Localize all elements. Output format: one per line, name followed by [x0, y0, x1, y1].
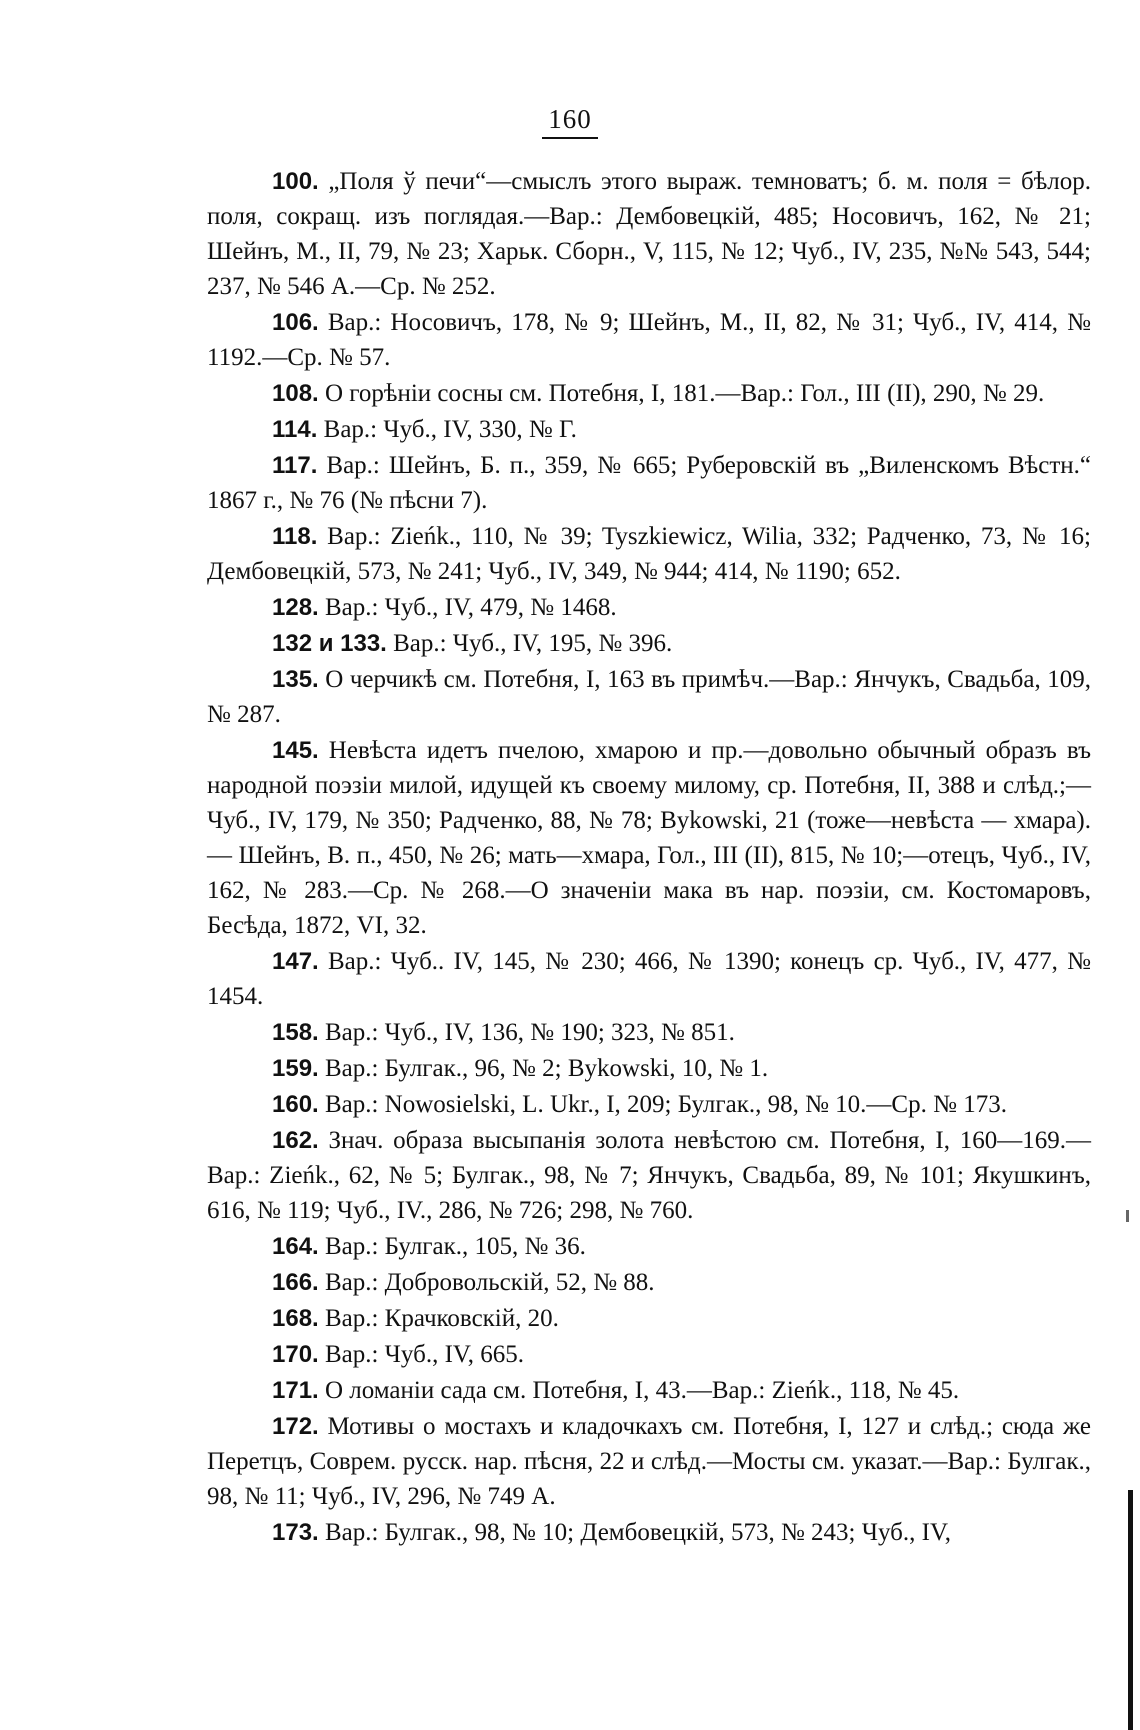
note-number: 108. [272, 380, 319, 407]
note-entry [207, 448, 1091, 518]
note-entry [207, 1051, 1091, 1086]
note-text: Вар.: Чуб., IV, 195, № 396. [393, 630, 673, 657]
note-number: 114. [272, 416, 318, 443]
note-text: Вар.: Булгак., 105, № 36. [324, 1233, 586, 1260]
note-text: Вар.: Носовичъ, 178, № 9; Шейнъ, М., II, 82, № 31; Чуб., IV, 414, № 1192.—Ср. № 57. [207, 309, 1091, 371]
page-edge-mark [1126, 1210, 1129, 1222]
note-text: „Поля ў печи“—смыслъ этого выраж. темноватъ; б. м. поля = бѣлор. поля, сокращ. изъ поглядая.—Вар.: Дембовецкій, 485; Носовичъ, 162, № 21; Шейнъ, М., II, 79, № 23; Харьк. Сборн., V, 115, № 12; Чуб., IV, 235, №№ 543, 544; 237, № 546 А.—Ср. № 252. [207, 168, 1092, 300]
note-entry [207, 1373, 1091, 1408]
note-number: 132 и 133. [272, 630, 387, 657]
note-entry [207, 733, 1091, 943]
note-text: Вар.: Добровольскій, 52, № 88. [324, 1269, 655, 1296]
note-text: Вар.: Крачковскій, 20. [324, 1305, 559, 1332]
note-entry [207, 376, 1091, 411]
note-number: 172. [272, 1413, 319, 1440]
note-entry [207, 1337, 1091, 1372]
note-text: Вар.: Nowosielski, L. Ukr., I, 209; Булгак., 98, № 10.—Ср. № 173. [324, 1091, 1007, 1118]
note-text: Вар.: Булгак., 98, № 10; Дембовецкій, 573, № 243; Чуб., IV, [324, 1519, 952, 1546]
note-entry [207, 626, 1091, 661]
note-entry [207, 164, 1091, 304]
note-text: О горѣніи сосны см. Потебня, I, 181.—Вар.: Гол., III (II), 290, № 29. [324, 380, 1045, 407]
note-number: 171. [272, 1377, 319, 1404]
note-entry [207, 519, 1091, 589]
note-entry [207, 590, 1091, 625]
note-entry [207, 1015, 1091, 1050]
note-number: 159. [272, 1055, 319, 1082]
note-number: 166. [272, 1269, 319, 1296]
note-number: 106. [272, 309, 319, 336]
note-entry [207, 1123, 1091, 1228]
note-number: 170. [272, 1341, 319, 1368]
note-number: 128. [272, 594, 319, 621]
note-entry [207, 305, 1091, 375]
note-number: 145. [272, 737, 319, 764]
note-entry [207, 1409, 1091, 1514]
note-entry [207, 944, 1091, 1014]
note-entry [207, 1301, 1091, 1336]
note-text: Вар.: Zieńk., 110, № 39; Tyszkiewicz, Wilia, 332; Радченко, 73, № 16; Дембовецкій, 573, № 241; Чуб., IV, 349, № 944; 414, № 1190; 652. [207, 523, 1092, 585]
note-entry [207, 1265, 1091, 1300]
note-text: Вар.: Булгак., 96, № 2; Bykowski, 10, № 1. [324, 1055, 769, 1082]
note-text: Невѣста идетъ пчелою, хмарою и пр.—довольно обычный образъ въ народной поэзіи милой, идущей къ своему милому, ср. Потебня, II, 388 и слѣд.;—Чуб., IV, 179, № 350; Радченко, 88, № 78; Bykowski, 21 (тоже—невѣста — хмара). — Шейнъ, В. п., 450, № 26; мать—хмара, Гол., III (II), 815, № 10;—отецъ, Чуб., IV, 162, № 283.—Ср. № 268.—О значеніи мака въ нар. поэзіи, см. Костомаровъ, Бесѣда, 1872, VI, 32. [207, 737, 1091, 939]
note-entry [207, 412, 1091, 447]
note-text: Вар.: Шейнъ, Б. п., 359, № 665; Руберовскій въ „Виленскомъ Вѣстн.“ 1867 г., № 76 (№ пѣсни 7). [207, 452, 1091, 514]
note-text: Вар.: Чуб., IV, 665. [324, 1341, 524, 1368]
note-text: Вар.: Чуб., IV, 330, № Г. [323, 416, 577, 443]
note-text: Вар.: Чуб., IV, 136, № 190; 323, № 851. [324, 1019, 735, 1046]
note-entry [207, 1087, 1091, 1122]
note-text: Знач. образа высыпанія золота невѣстою см. Потебня, I, 160—169.—Вар.: Zieńk., 62, № 5; Булгак., 98, № 7; Янчукъ, Свадьба, 89, № 101; Якушкинъ, 616, № 119; Чуб., IV., 286, № 726; 298, № 760. [207, 1127, 1092, 1224]
note-text: Мотивы о мостахъ и кладочкахъ см. Потебня, I, 127 и слѣд.; сюда же Перетцъ, Соврем. русск. нар. пѣсня, 22 и слѣд.—Мосты см. указат.—Вар.: Булгак., 98, № 11; Чуб., IV, 296, № 749 А. [207, 1413, 1091, 1510]
page-edge-rule [1128, 1490, 1133, 1730]
note-number: 117. [272, 452, 318, 479]
note-text: О ломаніи сада см. Потебня, I, 43.—Вар.: Zieńk., 118, № 45. [324, 1377, 960, 1404]
note-number: 164. [272, 1233, 319, 1260]
note-number: 135. [272, 666, 319, 693]
note-number: 100. [272, 168, 319, 195]
note-number: 160. [272, 1091, 319, 1118]
note-number: 147. [272, 948, 319, 975]
note-text: О черчикѣ см. Потебня, I, 163 въ примѣч.—Вар.: Янчукъ, Свадьба, 109, № 287. [207, 666, 1091, 728]
note-text: Вар.: Чуб., IV, 479, № 1468. [324, 594, 617, 621]
note-number: 162. [272, 1127, 319, 1154]
note-entry [207, 662, 1091, 732]
note-number: 173. [272, 1519, 319, 1546]
note-entry [207, 1515, 1091, 1550]
note-entry [207, 1229, 1091, 1264]
note-number: 168. [272, 1305, 319, 1332]
note-number: 158. [272, 1019, 319, 1046]
page-number: 160 [0, 104, 1140, 139]
note-text: Вар.: Чуб.. IV, 145, № 230; 466, № 1390; конецъ ср. Чуб., IV, 477, № 1454. [207, 948, 1092, 1010]
notes-body [207, 164, 1091, 1551]
note-number: 118. [272, 523, 318, 550]
